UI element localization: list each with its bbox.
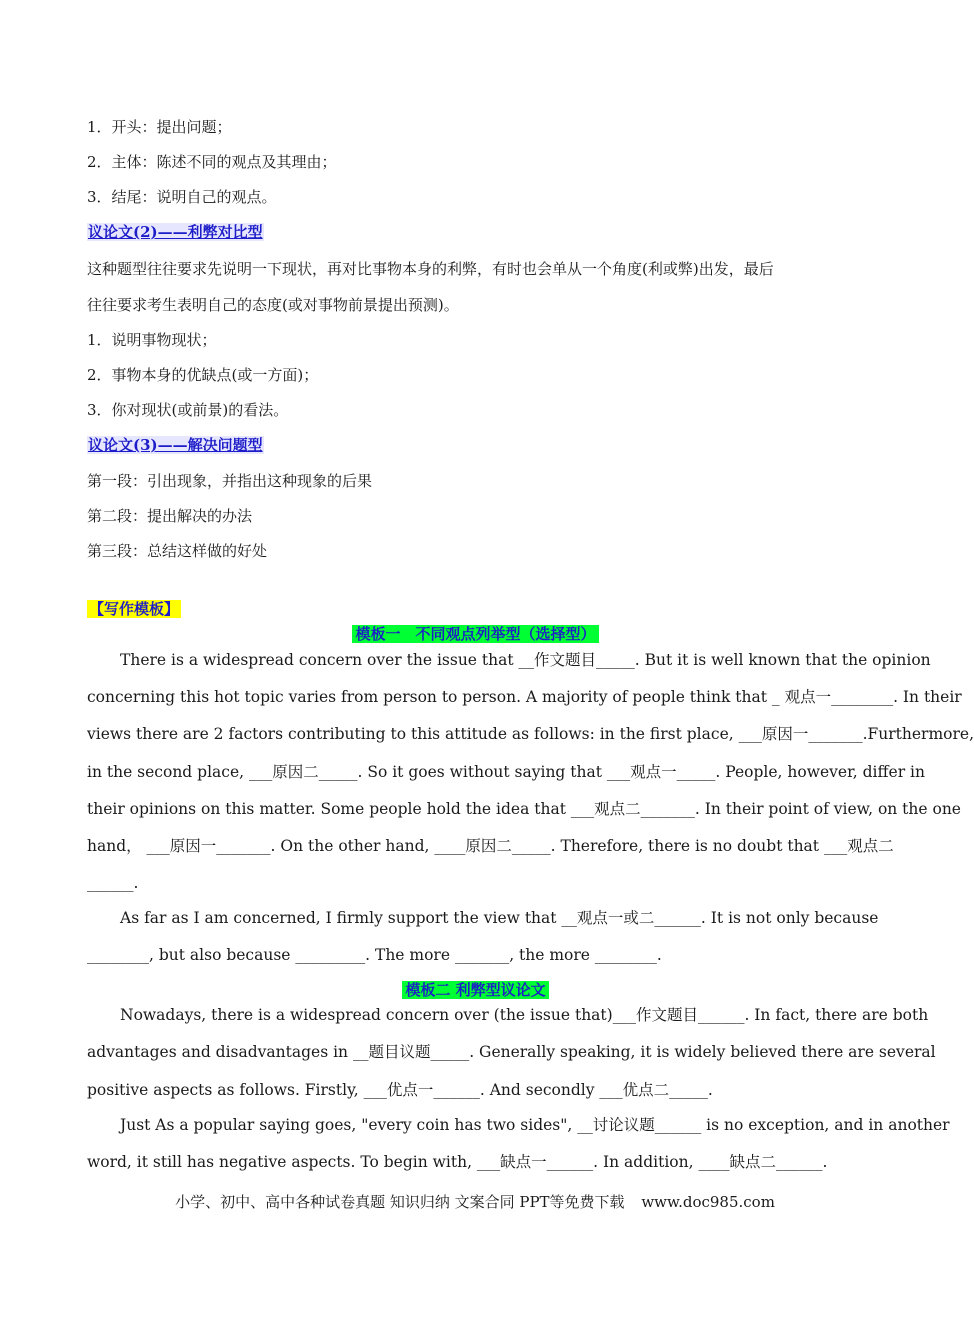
paragraph-line: As far as I am concerned, I firmly support the view that __观点一或二______. It is not only because (120, 909, 879, 927)
paragraph-line: ________, but also because _________. The more _______, the more ________. (87, 946, 662, 964)
template2-title: 模板二 利弊型议论文 (402, 981, 548, 999)
paragraph-line: their opinions on this matter. Some people hold the idea that ___观点二_______. In their point of view, on the one (87, 800, 961, 818)
list-item: 3．你对现状(或前景)的看法。 (87, 401, 289, 419)
paragraph-line: in the second place, ___原因二_____. So it goes without saying that ___观点一_____. People, however, differ in (87, 763, 925, 781)
page-footer (0, 1192, 950, 1212)
paragraph-line: 往往要求考生表明自己的态度(或对事物前景提出预测)。 (87, 296, 459, 314)
paragraph-line: word, it still has negative aspects. To begin with, ___缺点一______. In addition, ____缺点二______. (87, 1153, 828, 1171)
template1-title-row (87, 624, 864, 644)
paragraph-line: positive aspects as follows. Firstly, ___优点一______. And secondly ___优点二_____. (87, 1081, 713, 1099)
paragraph-line: Nowadays, there is a widespread concern over (the issue that)___作文题目______. In fact, there are both (120, 1006, 929, 1024)
paragraph-line: concerning this hot topic varies from person to person. A majority of people think that _ 观点一________. In their (87, 688, 962, 706)
list-item: 3．结尾：说明自己的观点。 (87, 188, 277, 206)
list-item: 1．开头：提出问题； (87, 118, 232, 136)
footer-text: 小学、初中、高中各种试卷真题 知识归纳 文案合同 PPT等免费下载 (175, 1193, 625, 1211)
list-item: 第一段：引出现象，并指出这种现象的后果 (87, 472, 373, 490)
footer-url[interactable]: www.doc985.com (641, 1193, 775, 1211)
list-item: 2．事物本身的优缺点(或一方面)； (87, 366, 319, 384)
list-item: 2．主体：陈述不同的观点及其理由； (87, 153, 337, 171)
paragraph-line: advantages and disadvantages in __题目议题_____. Generally speaking, it is widely believed there are several (87, 1043, 936, 1061)
section-heading (87, 435, 867, 455)
list-item: 1．说明事物现状； (87, 331, 217, 349)
template1-title: 模板一 不同观点列举型（选择型） (352, 625, 598, 643)
paragraph-line: views there are 2 factors contributing to this attitude as follows: in the first place, ___原因一_______.Furthermore, (87, 725, 974, 743)
list-item: 第三段：总结这样做的好处 (87, 542, 268, 560)
list-item: 第二段：提出解决的办法 (87, 507, 253, 525)
paragraph-line: There is a widespread concern over the issue that __作文题目_____. But it is well known that the opinion (120, 651, 931, 669)
section3-heading: 议论文(3)——解决问题型 (88, 436, 263, 454)
paragraph-line: ______. (87, 874, 139, 892)
templates-label-row (87, 599, 867, 619)
templates-label: 【写作模板】 (89, 600, 180, 618)
paragraph-line: 这种题型往往要求先说明一下现状，再对比事物本身的利弊，有时也会单从一个角度(利或弊)出发，最后 (87, 260, 774, 278)
paragraph-line: Just As a popular saying goes, "every coin has two sides", __讨论议题______ is no exception, and in another (120, 1116, 950, 1134)
paragraph-line: hand， ___原因一_______. On the other hand, ____原因二_____. Therefore, there is no doubt that ___观点二 (87, 837, 894, 855)
template2-title-row (87, 980, 864, 1000)
section2-heading: 议论文(2)——利弊对比型 (88, 223, 263, 241)
section-heading (87, 222, 867, 242)
